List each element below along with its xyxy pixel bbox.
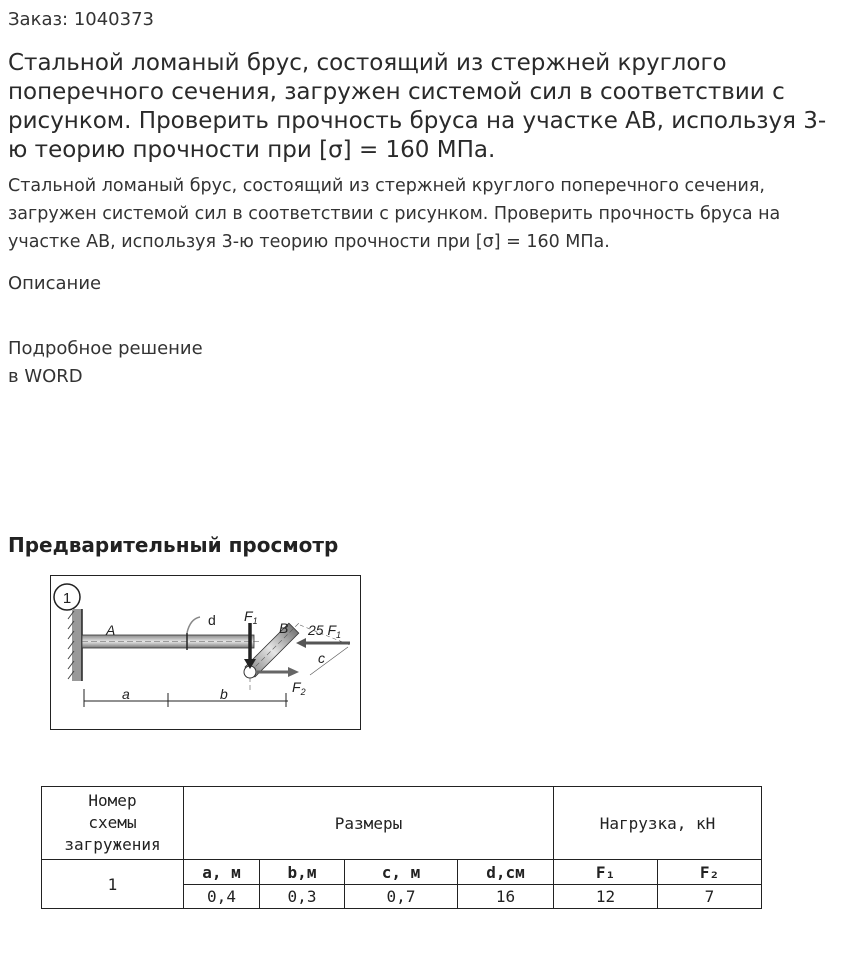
header-sizes: Размеры	[184, 787, 554, 860]
problem-text: Стальной ломаный брус, состоящий из стержней круглого поперечного сечения, загружен системой сил в соответствии с рисунком. Проверить прочность бруса на участке АВ, используя 3-ю теорию прочности при [σ] = 160 МПа.	[8, 176, 781, 252]
beam-scheme-figure	[50, 575, 361, 730]
header-c: c, м	[345, 860, 458, 885]
label-d: d	[208, 612, 216, 628]
label-b-point: B	[279, 620, 289, 636]
cell-b: 0,3	[260, 885, 345, 909]
header-scheme: Номер схемы загружения	[42, 787, 184, 860]
page-title: Стальной ломаный брус, состоящий из стержней круглого поперечного сечения, загружен системой сил в соответствии с рисунком. Проверить прочность бруса на участке АВ, используя 3-ю теорию прочности при [σ] = 160 МПа.	[8, 50, 827, 163]
header-load: Нагрузка, кН	[554, 787, 762, 860]
label-f1: $F_1$	[244, 608, 258, 626]
preview-heading: Предварительный просмотр	[8, 533, 339, 557]
header-f2: F₂	[658, 860, 762, 885]
description-line: Подробное решение	[8, 338, 203, 359]
cell-f2: 7	[658, 885, 762, 909]
label-25f1: 25 $F_1$	[308, 622, 342, 640]
description-line: в WORD	[8, 366, 83, 387]
order-number: Заказ: 1040373	[8, 9, 154, 30]
figure-frame	[51, 576, 361, 730]
header-d: d,см	[458, 860, 554, 885]
header-a: a, м	[184, 860, 260, 885]
label-a-point: A	[106, 622, 116, 638]
label-c: c	[318, 650, 325, 666]
header-f1: F₁	[554, 860, 658, 885]
label-f2: $F_2$	[292, 679, 306, 697]
header-b: b,м	[260, 860, 345, 885]
label-a-dim: a	[122, 686, 130, 702]
cell-d: 16	[458, 885, 554, 909]
cell-c: 0,7	[345, 885, 458, 909]
description-text	[8, 335, 203, 391]
scheme-number: 1	[62, 590, 72, 607]
cell-a: 0,4	[184, 885, 260, 909]
cell-scheme: 1	[42, 860, 184, 909]
description-heading: Описание	[8, 273, 102, 294]
label-b-dim: b	[220, 686, 228, 702]
cell-f1: 12	[554, 885, 658, 909]
data-table	[41, 786, 762, 909]
